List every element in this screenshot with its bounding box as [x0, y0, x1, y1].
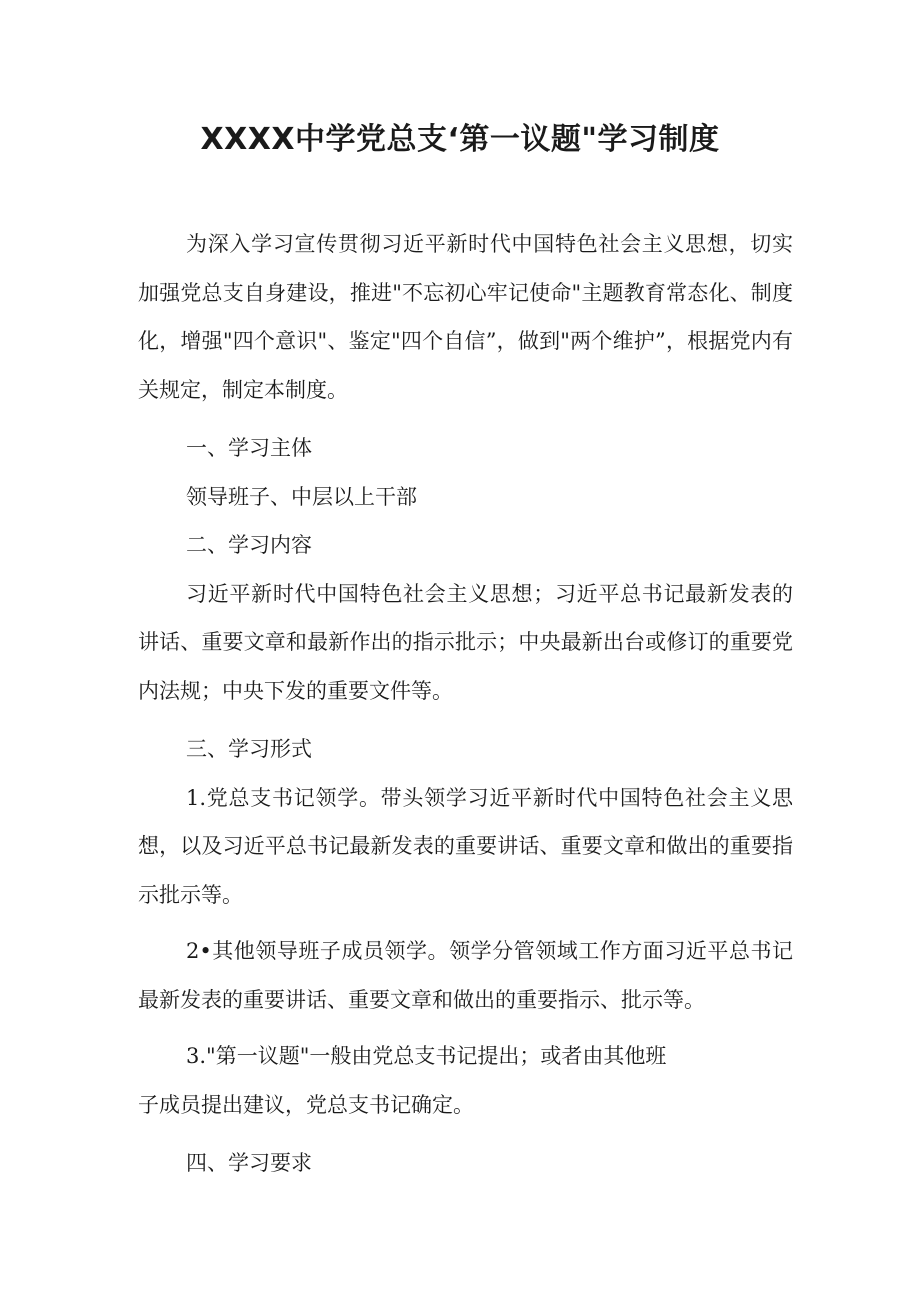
study-form-item-2: 2•其他领导班子成员领学。领学分管领域工作方面习近平总书记最新发表的重要讲话、重要文章和做出的重要指示、批示等。: [138, 939, 793, 1012]
study-form-item-1: 1.党总支书记领学。带头领学习近平新时代中国特色社会主义思想，以及习近平总书记最新发表的重要讲话、重要文章和做出的重要指示批示等。: [138, 785, 793, 907]
intro-paragraph: 为深入学习宣传贯彻习近平新时代中国特色社会主义思想，切实加强党总支自身建设，推进"不忘初心牢记使命"主题教育常态化、制度化，增强"四个意识"、鉴定"四个自信”，做到"两个维护”，根据党内有关规定，制定本制度。: [138, 232, 793, 402]
section-heading-study-form: 三、学习形式: [186, 737, 312, 761]
section-heading-study-requirements: 四、学习要求: [186, 1151, 312, 1175]
study-form-item-3-line-2: 子成员提出建议，党总支书记确定。: [138, 1092, 474, 1117]
section-heading-study-subject: 一、学习主体: [186, 436, 312, 460]
document-title: XXXX中学党总支‘第一议题"学习制度: [200, 122, 720, 157]
study-form-item-3-line-1: 3."第一议题"一般由党总支书记提出；或者由其他班: [186, 1044, 667, 1068]
section-heading-study-content: 二、学习内容: [186, 533, 312, 557]
study-content-paragraph: 习近平新时代中国特色社会主义思想；习近平总书记最新发表的讲话、重要文章和最新作出的指示批示；中央最新出台或修订的重要党内法规；中央下发的重要文件等。: [138, 581, 793, 703]
document-body: [138, 220, 793, 1188]
study-subject-text: 领导班子、中层以上干部: [186, 484, 417, 509]
